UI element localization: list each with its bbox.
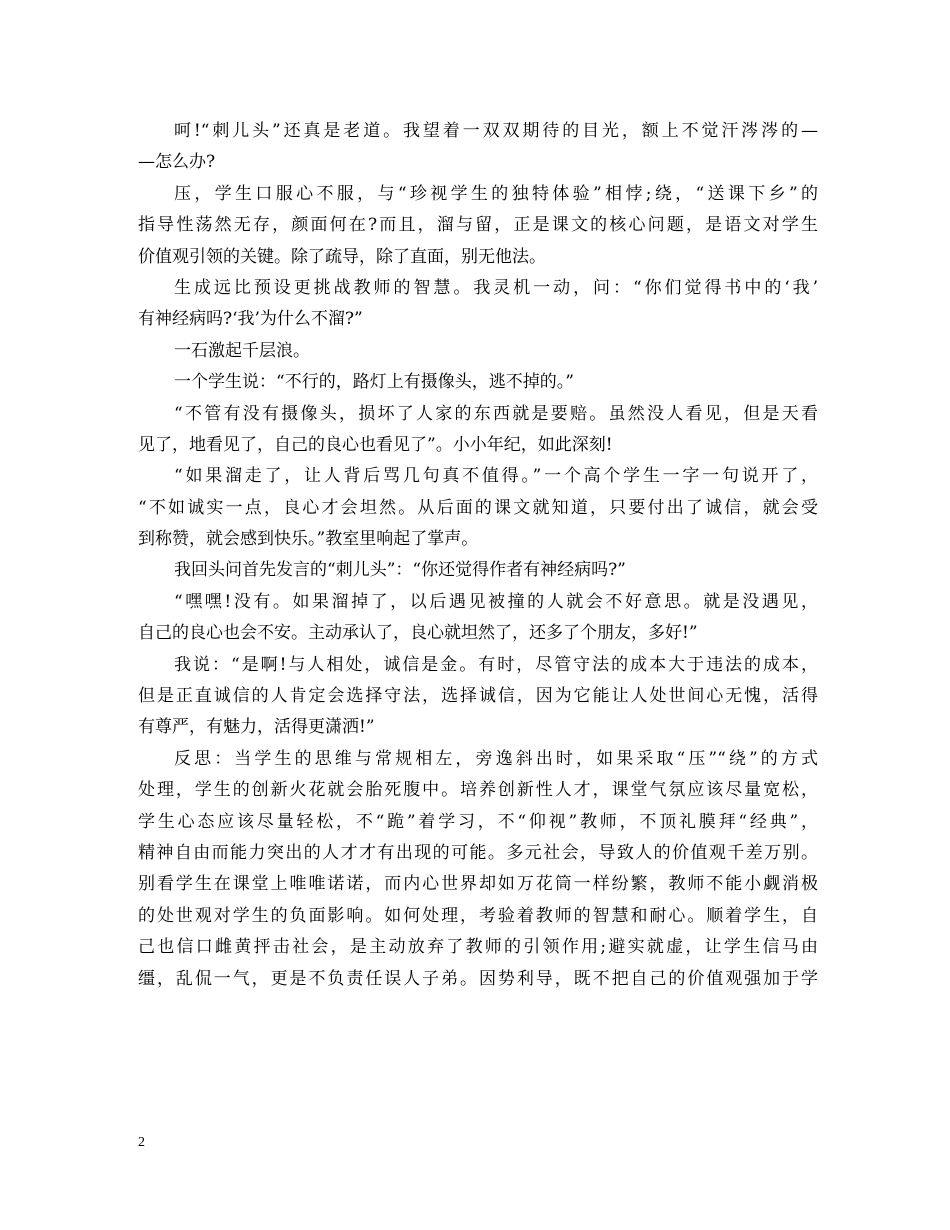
text-line: 有神经病吗?‘我’为什么不溜?” <box>138 309 363 330</box>
text-line: 反思：当学生的思维与常规相左，旁逸斜出时，如果采取“压”“绕”的方式 <box>174 748 818 769</box>
text-line: 压，学生口服心不服，与“珍视学生的独特体验”相悖;绕，“送课下乡”的 <box>174 183 818 204</box>
text-line: 一石激起千层浪。 <box>174 340 310 361</box>
text-line: 但是正直诚信的人肯定会选择守法，选择诚信，因为它能让人处世间心无愧，活得 <box>138 686 818 707</box>
text-line: 处理，学生的创新火花就会胎死腹中。培养创新性人才，课堂气氛应该尽量宽松， <box>138 780 818 801</box>
text-line: 价值观引领的关键。除了疏导，除了直面，别无他法。 <box>138 246 546 267</box>
text-line: “如果溜走了，让人背后骂几句真不值得。”一个高个学生一字一句说开了， <box>174 466 818 487</box>
text-line: 的处世观对学生的负面影响。如何处理，考验着教师的智慧和耐心。顺着学生，自 <box>138 905 818 926</box>
text-line: —怎么办? <box>138 152 216 173</box>
text-line: “不管有没有摄像头，损坏了人家的东西就是要赔。虽然没人看见，但是天看 <box>174 403 818 424</box>
text-line: 到称赞，就会感到快乐。”教室里响起了掌声。 <box>138 529 479 550</box>
text-line: 指导性荡然无存，颜面何在?而且，溜与留，正是课文的核心问题，是语文对学生 <box>138 215 818 236</box>
text-line: 一个学生说：“不行的，路灯上有摄像头，逃不掉的。” <box>174 372 574 393</box>
text-line: 精神自由而能力突出的人才才有出现的可能。多元社会，导致人的价值观千差万别。 <box>138 842 818 863</box>
text-line: 己也信口雌黄抨击社会，是主动放弃了教师的引领作用;避实就虚，让学生信马由 <box>138 937 818 958</box>
text-line: 呵!“刺儿头”还真是老道。我望着一双双期待的目光，额上不觉汗涔涔的— <box>174 121 818 141</box>
text-line: 见了，地看见了，自己的良心也看见了”。小小年纪，如此深刻! <box>138 434 613 455</box>
text-line: 有尊严，有魅力，活得更潇洒!” <box>138 717 375 738</box>
text-line: 我说：“是啊!与人相处，诚信是金。有时，尽管守法的成本大于违法的成本， <box>174 654 818 675</box>
text-line: 我回头问首先发言的“刺儿头”：“你还觉得作者有神经病吗?” <box>174 560 626 581</box>
document-body <box>138 116 818 995</box>
text-line: 别看学生在课堂上唯唯诺诺，而内心世界却如万花筒一样纷繁，教师不能小觑消极 <box>138 874 818 895</box>
text-line: 生成远比预设更挑战教师的智慧。我灵机一动，问：“你们觉得书中的‘我’ <box>174 277 818 298</box>
text-line: 自己的良心也会不安。主动承认了，良心就坦然了，还多了个朋友，多好!” <box>138 623 698 644</box>
text-line: “不如诚实一点，良心才会坦然。从后面的课文就知道，只要付出了诚信，就会受 <box>138 497 818 518</box>
text-line: 学生心态应该尽量轻松，不“跪”着学习，不“仰视”教师，不顶礼膜拜“经典”， <box>138 811 818 832</box>
text-line: 缰，乱侃一气，更是不负责任误人子弟。因势利导，既不把自己的价值观强加于学 <box>138 968 818 989</box>
page-number: 2 <box>138 1135 145 1150</box>
text-line: “嘿嘿!没有。如果溜掉了，以后遇见被撞的人就会不好意思。就是没遇见， <box>174 591 818 612</box>
